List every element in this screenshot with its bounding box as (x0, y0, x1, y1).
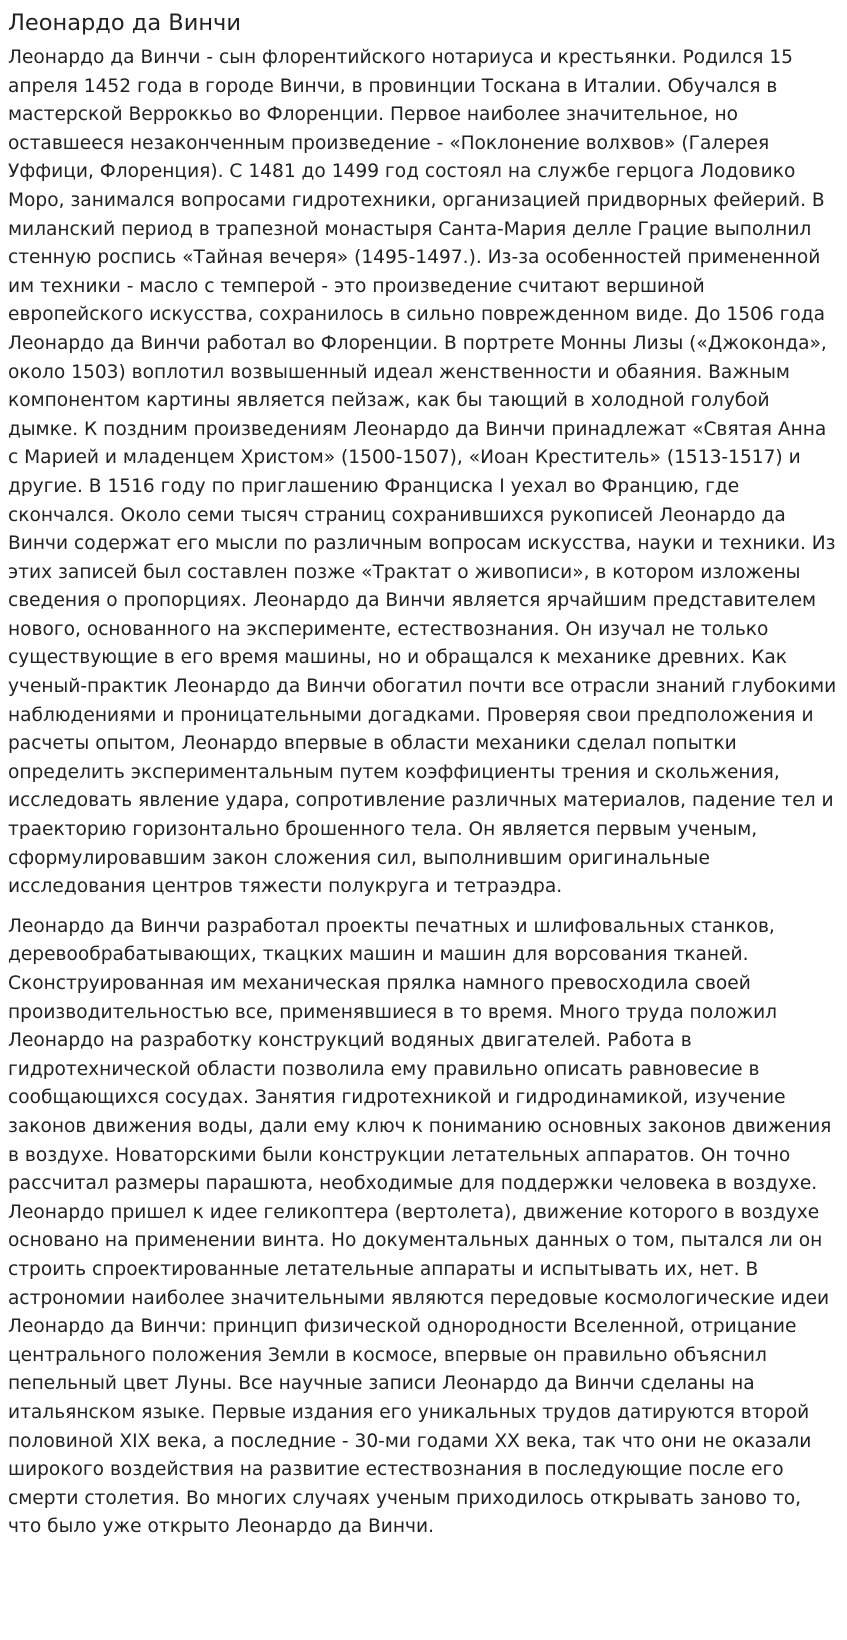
article-title: Леонардо да Винчи (8, 10, 241, 36)
article-paragraph-2: Леонардо да Винчи разработал проекты печатных и шлифовальных станков, деревообрабатывающих, ткацких машин и машин для ворсования тканей. Сконструированная им механическая прялка намного превосходила своей производительностью все, применявшиеся в то время. Много труда положил Леонардо на разработку конструкций водяных двигателей. Работа в гидротехнической области позволила ему правильно описать равновесие в сообщающихся сосудах. Занятия гидротехникой и гидродинамикой, изучение законов движения воды, дали ему ключ к пониманию основных законов движения в воздухе. Новаторскими были конструкции летательных аппаратов. Он точно рассчитал размеры парашюта, необходимые для поддержки человека в воздухе. Леонардо пришел к идее геликоптера (вертолета), движение которого в воздухе основано на применении винта. Но документальных данных о том, пытался ли он строить спроектированные летательные аппараты и испытывать их, нет. В астрономии наиболее значительными являются передовые космологические идеи Леонардо да Винчи: принцип физической однородности Вселенной, отрицание центрального положения Земли в космосе, впервые он правильно объяснил пепельный цвет Луны. Все научные записи Леонардо да Винчи сделаны на итальянском языке. Первые издания его уникальных трудов датируются второй половиной XIX века, а последние - 30-ми годами XX века, так что они не оказали широкого воздействия на развитие естествознания в последующие после его смерти столетия. Во многих случаях ученым приходилось открывать заново то, что было уже открыто Леонардо да Винчи. (8, 915, 832, 1538)
article-paragraph-1: Леонардо да Винчи - сын флорентийского нотариуса и крестьянки. Родился 15 апреля 1452 года в городе Винчи, в провинции Тоскана в Италии. Обучался в мастерской Верроккьо во Флоренции. Первое наиболее значительное, но оставшееся незаконченным произведение - «Поклонение волхвов» (Галерея Уффици, Флоренция). С 1481 до 1499 год состоял на службе герцога Лодовико Моро, занимался вопросами гидротехники, организацией придворных фейерий. В миланский период в трапезной монастыря Санта-Мария делле Грацие выполнил стенную роспись «Тайная вечеря» (1495-1497.). Из-за особенностей примененной им техники - масло с темперой - это произведение считают вершиной европейского искусства, сохранилось в сильно поврежденном виде. До 1506 года Леонардо да Винчи работал во Флоренции. В портрете Монны Лизы («Джоконда», около 1503) воплотил возвышенный идеал женственности и обаяния. Важным компонентом картины является пейзаж, как бы тающий в холодной голубой дымке. К поздним произведениям Леонардо да Винчи принадлежат «Святая Анна с Марией и младенцем Христом» (1500-1507), «Иоан Креститель» (1513-1517) и другие. В 1516 году по приглашению Франциска I уехал во Францию, где скончался. Около семи тысяч страниц сохранившихся рукописей Леонардо да Винчи содержат его мысли по различным вопросам искусства, науки и техники. Из этих записей был составлен позже «Трактат о живописи», в котором изложены сведения о пропорциях. Леонардо да Винчи является ярчайшим представителем нового, основанного на эксперименте, естествознания. Он изучал не только существующие в его время машины, но и обращался к механике древних. Как ученый-практик Леонардо да Винчи обогатил почти все отрасли знаний глубокими наблюдениями и проницательными догадками. Проверяя свои предположения и расчеты опытом, Леонардо впервые в области механики сделал попытки определить экспериментальным путем коэффициенты трения и скольжения, исследовать явление удара, сопротивление различных материалов, падение тел и траекторию горизонтально брошенного тела. Он является первым ученым, сформулировавшим закон сложения сил, выполнившим оригинальные исследования центров тяжести полукруга и тетраэдра. (8, 47, 837, 898)
